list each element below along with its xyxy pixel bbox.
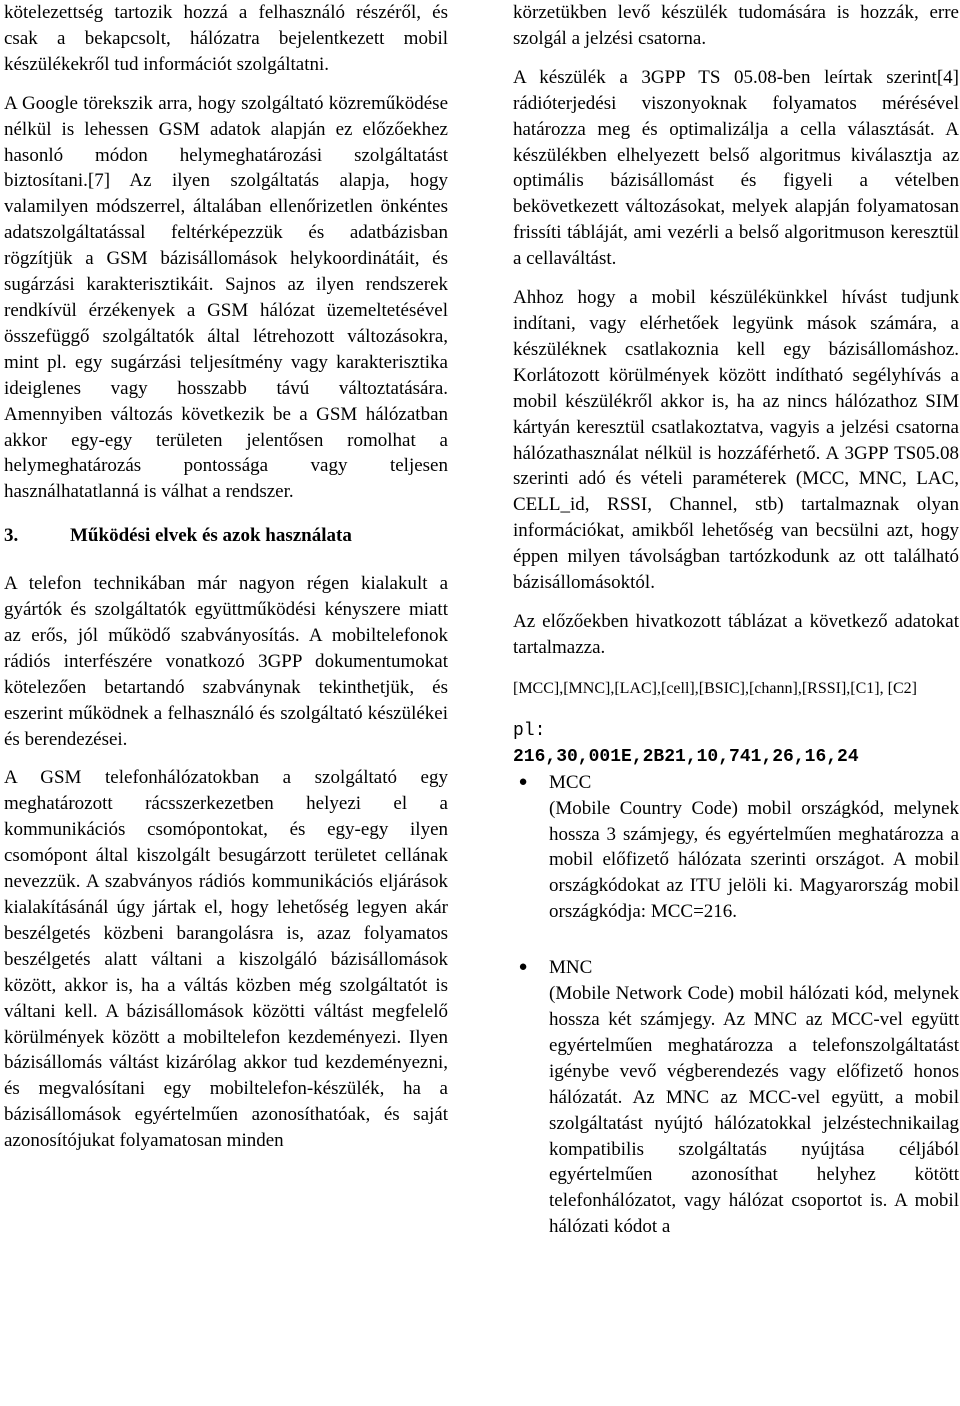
paragraph-continued: körzetükben levő készülék tudomására is hozzák, erre szolgál a jelzési csatorna.: [513, 2, 959, 49]
paragraph-table-intro: Az előzőekben hivatkozott táblázat a következő adatokat tartalmazza.: [513, 610, 959, 658]
section-number: 3.: [4, 525, 19, 547]
paragraph-google: A Google törekszik arra, hogy szolgáltató közreműködése nélkül is lehessen GSM adatok alapján ez előzőekhez hasonló módon helymeghatározási szolgáltatást biztosítani.[7] Az ilyen szolgáltatás alapja, hogy valamilyen módszerrel, általában ellenőrizetlen önkéntes adatszolgáltatással feltérképezzük és adatbázisban rögzítjük a GSM bázisállomások helykoordinátáit, és sugárzási karakterisztikáit. Sajnos az ilyen rendszerek rendkívül érzékenyek a GSM hálózat üzemeltetésével összefüggő szolgáltatók által létrehozott változásokra, mint pl. egy sugárzási teljesítmény vagy karakterisztika ideiglenes vagy hosszabb távú változtatására. Amennyiben változás következik be a GSM hálózatban akkor egy-egy területen jelentősen romolhat a helymeghatározás pontossága vagy teljesen használhatatlanná is válhat a rendszer.: [4, 92, 448, 503]
list-item-term: MCC: [549, 771, 592, 793]
section-title: Működési elvek és azok használata: [70, 525, 352, 547]
section-heading: [4, 523, 448, 549]
bullet-icon: ●: [518, 959, 528, 976]
parameter-list: [513, 770, 959, 1240]
paragraph-telefon: A telefon technikában már nagyon régen kialakult a gyártók és szolgáltatók együttműködési kényszere miatt az erős, jól működő szabványosítás. A mobiltelefonok rádiós interfészére vonatkozó 3GPP dokumentumokat kötelezően betartandó szabványnak tekinthetjük, és eszerint működnek a felhasználó és szolgáltató készülékei és berendezései.: [4, 573, 448, 750]
paragraph-gsm: A GSM telefonhálózatokban a szolgáltató egy meghatározott rácsszerkezetben helyezi el a kommunikációs csomópontokat, és egy-egy ilyen csomópont által kiszolgált besugárzott területet cellának nevezzük. A szabványos rádiós kommunikációs eljárások kialakításánál úgy jártak el, hogy lehetőség legyen akár beszélgetés közbeni barangolásra is, azaz folyamatos beszélgetés alatt váltani a kiszolgáló bázisállomások között, akkor is, ha a váltás közben még szolgáltatót is váltani kell. A bázisállomások közötti váltást megfelelő körülmények között a mobiltelefon kezdeményezi. Ilyen bázisállomás váltást kizárólag akkor tud kezdeményezni, és megvalósítani egy mobiltelefon-készülék, ha a bázisállomások egyértelműen azonosíthatóak, és saját azonosítójukat folyamatosan minden: [4, 767, 448, 1152]
left-column: [4, 0, 448, 1154]
list-item-text: (Mobile Country Code) mobil országkód, melynek hossza 3 számjegy, és egyértelműen meghatározza a mobil előfizető hálózata szerinti országot. A mobil országkódokat az ITU jelöli ki. Magyarország mobil országkódja: MCC=216.: [549, 797, 959, 923]
paragraph-ahhoz: Ahhoz hogy a mobil készülékünkkel hívást tudjunk indítani, vagy elérhetőek legyünk mások számára, a készüléknek csatlakoznia kell egy bázisállomáshoz. Korlátozott körülmények között indítható segélyhívás a mobil készülékről akkor is, ha az nincs hálózathoz SIM kártyán keresztül csatlakoztatva, vagyis a jelzési csatorna hálózathasználat nélkül is hozzáférhető. A 3GPP TS05.08 szerinti adó és vételi paraméterek (MCC, MNC, LAC, CELL_id, RSSI, Channel, stb) tartalmaznak olyan információkat, amikből lehetőség van becsülni azt, hogy éppen milyen távolságban tartózkodunk az ott található bázisállomásoktól.: [513, 287, 959, 594]
list-item-text: (Mobile Network Code) mobil hálózati kód, melynek hossza két számjegy. Az MNC az MCC-vel együtt egyértelműen meghatározza a telefonszolgáltatást igénybe vevő végberendezés vagy előfizető honos hálózatát. Az MNC az MCC-vel együtt, a mobil szolgáltatást nyújtó hálózatokkal jelzéstechnikailag kompatibilis szolgáltatás nyújtása céljából egyértelműen azonosíthat helyhez kötött telefonhálózatot, vagy hálózat csoportot is. A mobil hálózati kódot a: [549, 983, 959, 1238]
paragraph-intro: kötelezettség tartozik hozzá a felhasználó részéről, és csak a bekapcsolt, hálózatra bejelentkezett mobil készülékekről tud információt szolgáltatni.: [4, 2, 448, 75]
field-codes: [MCC],[MNC],[LAC],[cell],[BSIC],[chann],[RSSI],[C1], [C2]: [513, 679, 917, 697]
list-item-mnc: [513, 955, 959, 1240]
list-item-term: MNC: [549, 957, 593, 979]
list-item-mcc: [513, 770, 959, 925]
right-column: [513, 0, 959, 1240]
paragraph-3gpp: A készülék a 3GPP TS 05.08-ben leírtak szerint[4] rádióterjedési viszonyoknak folyamatos mérésével határozza meg és optimalizálja a cella választását. A készülékben elhelyezett belső algoritmus kiválasztja az optimális bázisállomást és figyeli a vételben bekövetkezett változásokat, melyek alapján folyamatosan frissíti tábláját, ami vezérli a belső algoritmuson keresztül a cellaváltást.: [513, 66, 959, 270]
bullet-icon: ●: [518, 773, 528, 790]
example-label: pl:: [513, 720, 546, 741]
example-value: 216,30,001E,2B21,10,741,26,16,24: [513, 746, 859, 767]
